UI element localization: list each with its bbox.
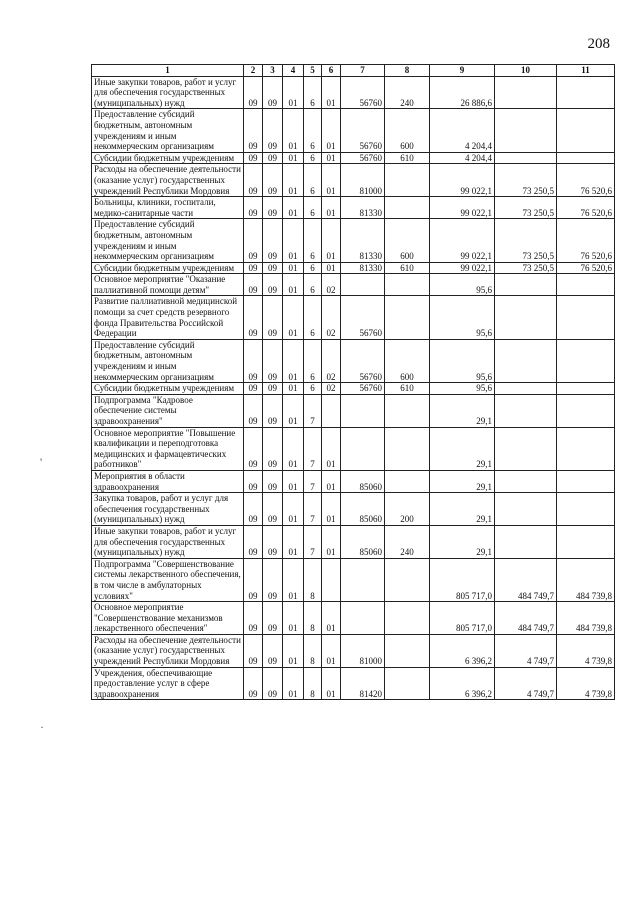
table-cell: 09 (263, 667, 283, 700)
column-header: 8 (385, 65, 430, 77)
table-cell: 56760 (341, 76, 385, 109)
table-cell: 09 (263, 427, 283, 470)
table-cell: 09 (263, 634, 283, 667)
column-header: 9 (430, 65, 495, 77)
table-cell: 7 (304, 427, 322, 470)
table-cell: 76 520,6 (557, 164, 615, 197)
table-row (92, 427, 615, 470)
table-cell: 29,1 (430, 525, 495, 558)
table-cell: 76 520,6 (557, 219, 615, 262)
table-row (92, 634, 615, 667)
row-label-cell: Предоставление субсидий бюджетным, автономным учреждениям и иным некоммерческим организациям (92, 109, 244, 152)
column-header: 4 (283, 65, 304, 77)
table-cell: 7 (304, 470, 322, 492)
table-cell: 09 (244, 394, 263, 427)
table-cell: 09 (244, 296, 263, 339)
table-cell (341, 558, 385, 601)
column-header: 3 (263, 65, 283, 77)
table-cell (495, 525, 557, 558)
row-label-cell: Предоставление субсидий бюджетным, автономным учреждениям и иным некоммерческим организациям (92, 219, 244, 262)
column-header: 1 (92, 65, 244, 77)
table-cell: 09 (263, 109, 283, 152)
column-header: 2 (244, 65, 263, 77)
table-cell: 01 (283, 109, 304, 152)
table-cell (557, 427, 615, 470)
table-cell: 76 520,6 (557, 262, 615, 274)
table-cell: 09 (244, 197, 263, 219)
table-cell (341, 274, 385, 296)
scan-mark: ' (40, 455, 43, 469)
table-cell: 81330 (341, 219, 385, 262)
table-cell: 01 (283, 339, 304, 382)
table-cell (557, 525, 615, 558)
table-cell: 6 (304, 164, 322, 197)
table-cell (495, 383, 557, 395)
table-cell: 09 (263, 274, 283, 296)
table-cell: 09 (244, 634, 263, 667)
table-cell: 09 (263, 470, 283, 492)
table-cell (385, 164, 430, 197)
table-cell: 8 (304, 602, 322, 635)
table-cell: 09 (244, 109, 263, 152)
table-row (92, 602, 615, 635)
row-label-cell: Основное мероприятие "Повышение квалификации и переподготовка медицинских и фармацевтических работников" (92, 427, 244, 470)
row-label-cell: Мероприятия в области здравоохранения (92, 470, 244, 492)
table-cell: 4 749,7 (495, 667, 557, 700)
table-row (92, 493, 615, 526)
row-label-cell: Субсидии бюджетным учреждениям (92, 383, 244, 395)
table-cell: 09 (263, 339, 283, 382)
table-cell (557, 339, 615, 382)
table-cell: 09 (244, 667, 263, 700)
row-label-cell: Основное мероприятие "Оказание паллиативной помощи детям" (92, 274, 244, 296)
table-cell (495, 493, 557, 526)
table-row (92, 339, 615, 382)
table-cell: 09 (244, 470, 263, 492)
row-label-cell: Иные закупки товаров, работ и услуг для обеспечения государственных (муниципальных) нужд (92, 76, 244, 109)
column-header: 10 (495, 65, 557, 77)
row-label-cell: Субсидии бюджетным учреждениям (92, 152, 244, 164)
table-cell: 600 (385, 219, 430, 262)
table-row (92, 383, 615, 395)
table-cell: 610 (385, 152, 430, 164)
table-cell: 01 (322, 109, 341, 152)
table-cell: 09 (244, 219, 263, 262)
row-label-cell: Учреждения, обеспечивающие предоставление услуг в сфере здравоохранения (92, 667, 244, 700)
table-cell: 09 (244, 152, 263, 164)
table-cell: 29,1 (430, 394, 495, 427)
table-cell: 02 (322, 339, 341, 382)
table-cell: 09 (263, 493, 283, 526)
table-cell: 09 (263, 296, 283, 339)
table-row (92, 109, 615, 152)
table-cell: 09 (263, 602, 283, 635)
table-cell: 56760 (341, 296, 385, 339)
table-cell: 85060 (341, 470, 385, 492)
table-cell: 6 (304, 296, 322, 339)
table-cell (341, 394, 385, 427)
table-cell: 610 (385, 383, 430, 395)
table-cell: 81330 (341, 262, 385, 274)
table-cell: 09 (263, 152, 283, 164)
table-cell: 09 (244, 339, 263, 382)
column-header: 7 (341, 65, 385, 77)
table-cell: 01 (283, 394, 304, 427)
table-cell: 85060 (341, 525, 385, 558)
table-cell: 09 (263, 219, 283, 262)
table-cell: 73 250,5 (495, 197, 557, 219)
table-cell: 29,1 (430, 493, 495, 526)
table-row (92, 296, 615, 339)
table-cell: 81000 (341, 164, 385, 197)
table-cell: 09 (263, 525, 283, 558)
table-cell (495, 470, 557, 492)
table-row (92, 219, 615, 262)
column-header: 6 (322, 65, 341, 77)
table-cell: 09 (263, 76, 283, 109)
table-cell: 484 739,8 (557, 602, 615, 635)
table-cell: 240 (385, 76, 430, 109)
table-cell (385, 296, 430, 339)
table-cell: 600 (385, 339, 430, 382)
table-cell: 29,1 (430, 470, 495, 492)
table-cell: 81330 (341, 197, 385, 219)
table-cell: 02 (322, 296, 341, 339)
table-cell: 484 749,7 (495, 558, 557, 601)
table-cell: 81420 (341, 667, 385, 700)
table-cell: 01 (283, 470, 304, 492)
table-cell: 95,6 (430, 383, 495, 395)
table-cell (385, 274, 430, 296)
table-cell: 02 (322, 383, 341, 395)
table-row (92, 525, 615, 558)
table-cell: 01 (322, 602, 341, 635)
table-cell: 01 (322, 219, 341, 262)
table-row (92, 558, 615, 601)
row-label-cell: Закупка товаров, работ и услуг для обеспечения государственных (муниципальных) нужд (92, 493, 244, 526)
table-cell: 01 (322, 470, 341, 492)
table-cell: 95,6 (430, 274, 495, 296)
table-cell: 09 (244, 493, 263, 526)
table-cell: 6 (304, 109, 322, 152)
table-cell: 01 (322, 525, 341, 558)
table-cell (341, 602, 385, 635)
table-cell: 6 (304, 219, 322, 262)
table-row (92, 197, 615, 219)
table-cell: 01 (283, 667, 304, 700)
table-cell: 09 (263, 197, 283, 219)
table-row (92, 262, 615, 274)
table-cell: 01 (322, 427, 341, 470)
table-cell: 01 (283, 76, 304, 109)
table-cell (495, 394, 557, 427)
table-cell (385, 667, 430, 700)
table-cell: 09 (244, 164, 263, 197)
table-cell (557, 383, 615, 395)
table-cell (557, 76, 615, 109)
table-cell: 01 (283, 296, 304, 339)
table-cell: 805 717,0 (430, 558, 495, 601)
table-cell: 6 (304, 339, 322, 382)
table-cell: 73 250,5 (495, 262, 557, 274)
table-cell: 01 (283, 634, 304, 667)
table-cell: 6 (304, 197, 322, 219)
table-cell: 8 (304, 667, 322, 700)
table-cell (557, 274, 615, 296)
table-cell: 56760 (341, 339, 385, 382)
table-cell: 56760 (341, 383, 385, 395)
table-cell: 600 (385, 109, 430, 152)
table-cell: 85060 (341, 493, 385, 526)
table-cell: 01 (283, 493, 304, 526)
table-cell: 73 250,5 (495, 219, 557, 262)
table-cell (557, 394, 615, 427)
table-cell (495, 274, 557, 296)
table-cell: 01 (322, 667, 341, 700)
table-cell: 01 (283, 274, 304, 296)
table-row (92, 76, 615, 109)
table-cell: 01 (322, 634, 341, 667)
table-cell: 4 749,7 (495, 634, 557, 667)
table-cell: 7 (304, 394, 322, 427)
column-header: 11 (557, 65, 615, 77)
table-cell (322, 558, 341, 601)
table-cell (557, 296, 615, 339)
table-cell: 56760 (341, 152, 385, 164)
table-cell: 01 (322, 493, 341, 526)
table-cell: 99 022,1 (430, 164, 495, 197)
table-cell: 99 022,1 (430, 262, 495, 274)
table-header-row (92, 65, 615, 77)
table-row (92, 394, 615, 427)
table-cell (341, 427, 385, 470)
table-cell: 484 749,7 (495, 602, 557, 635)
table-cell: 09 (244, 525, 263, 558)
table-cell: 8 (304, 558, 322, 601)
table-cell: 09 (244, 558, 263, 601)
table-cell: 01 (283, 262, 304, 274)
table-cell: 01 (283, 219, 304, 262)
row-label-cell: Подпрограмма "Кадровое обеспечение системы здравоохранения" (92, 394, 244, 427)
table-cell: 484 739,8 (557, 558, 615, 601)
table-cell: 01 (322, 262, 341, 274)
table-cell: 99 022,1 (430, 219, 495, 262)
table-row (92, 152, 615, 164)
row-label-cell: Субсидии бюджетным учреждениям (92, 262, 244, 274)
row-label-cell: Подпрограмма "Совершенствование системы лекарственного обеспечения, в том числе в амбулаторных условиях" (92, 558, 244, 601)
table-cell: 01 (283, 525, 304, 558)
table-cell: 09 (244, 76, 263, 109)
table-cell: 6 (304, 274, 322, 296)
table-cell: 01 (322, 164, 341, 197)
table-cell (385, 197, 430, 219)
table-cell (495, 109, 557, 152)
table-cell: 09 (263, 383, 283, 395)
table-cell: 01 (322, 197, 341, 219)
table-cell: 81000 (341, 634, 385, 667)
table-cell: 7 (304, 525, 322, 558)
table-cell (495, 76, 557, 109)
table-row (92, 667, 615, 700)
table-cell: 240 (385, 525, 430, 558)
row-label-cell: Предоставление субсидий бюджетным, автономным учреждениям и иным некоммерческим организациям (92, 339, 244, 382)
table-cell: 4 739,8 (557, 634, 615, 667)
table-cell: 09 (244, 427, 263, 470)
table-cell (385, 558, 430, 601)
row-label-cell: Больницы, клиники, госпитали, медико-санитарные части (92, 197, 244, 219)
table-cell: 6 (304, 262, 322, 274)
table-cell: 6 (304, 383, 322, 395)
table-row (92, 164, 615, 197)
table-cell: 73 250,5 (495, 164, 557, 197)
table-cell (385, 602, 430, 635)
table-cell: 95,6 (430, 296, 495, 339)
table-cell (385, 427, 430, 470)
row-label-cell: Основное мероприятие "Совершенствование механизмов лекарственного обеспечения" (92, 602, 244, 635)
table-cell: 09 (244, 262, 263, 274)
table-cell: 99 022,1 (430, 197, 495, 219)
table-cell (557, 470, 615, 492)
table-cell (385, 634, 430, 667)
table-cell: 09 (263, 262, 283, 274)
table-cell: 01 (283, 383, 304, 395)
scan-mark: · (40, 720, 44, 734)
table-cell: 6 396,2 (430, 634, 495, 667)
table-cell: 09 (244, 274, 263, 296)
table-cell (495, 152, 557, 164)
table-cell (557, 152, 615, 164)
table-row (92, 470, 615, 492)
row-label-cell: Развитие паллиативной медицинской помощи за счет средств резервного фонда Правительства Российской Федерации (92, 296, 244, 339)
table-cell: 01 (283, 152, 304, 164)
table-cell: 6 (304, 152, 322, 164)
table-cell: 09 (263, 164, 283, 197)
table-cell: 4 204,4 (430, 152, 495, 164)
table-cell: 7 (304, 493, 322, 526)
table-cell: 09 (263, 558, 283, 601)
table-cell: 4 204,4 (430, 109, 495, 152)
table-cell: 76 520,6 (557, 197, 615, 219)
row-label-cell: Расходы на обеспечение деятельности (оказание услуг) государственных учреждений Республики Мордовия (92, 634, 244, 667)
table-cell: 4 739,8 (557, 667, 615, 700)
table-row (92, 274, 615, 296)
table-cell: 29,1 (430, 427, 495, 470)
table-cell: 01 (283, 602, 304, 635)
table-cell: 01 (322, 152, 341, 164)
table-cell (557, 493, 615, 526)
table-cell: 200 (385, 493, 430, 526)
table-cell: 6 396,2 (430, 667, 495, 700)
table-cell: 01 (283, 164, 304, 197)
table-cell: 6 (304, 76, 322, 109)
table-cell: 01 (322, 76, 341, 109)
table-cell: 09 (244, 602, 263, 635)
table-cell: 610 (385, 262, 430, 274)
table-cell: 09 (263, 394, 283, 427)
table-cell (495, 427, 557, 470)
table-cell (385, 470, 430, 492)
table-cell: 805 717,0 (430, 602, 495, 635)
table-cell: 09 (244, 383, 263, 395)
table-cell: 01 (283, 558, 304, 601)
table-cell (495, 339, 557, 382)
budget-table (91, 64, 615, 700)
table-cell: 02 (322, 274, 341, 296)
table-body (92, 76, 615, 700)
row-label-cell: Иные закупки товаров, работ и услуг для обеспечения государственных (муниципальных) нужд (92, 525, 244, 558)
table-cell (385, 394, 430, 427)
table-cell: 01 (283, 427, 304, 470)
row-label-cell: Расходы на обеспечение деятельности (оказание услуг) государственных учреждений Республики Мордовия (92, 164, 244, 197)
page-number: 208 (587, 36, 610, 52)
table-cell (322, 394, 341, 427)
table-cell (557, 109, 615, 152)
table-cell: 01 (283, 197, 304, 219)
table-cell: 95,6 (430, 339, 495, 382)
table-cell (495, 296, 557, 339)
table-cell: 26 886,6 (430, 76, 495, 109)
table-cell: 8 (304, 634, 322, 667)
column-header: 5 (304, 65, 322, 77)
table-cell: 56760 (341, 109, 385, 152)
